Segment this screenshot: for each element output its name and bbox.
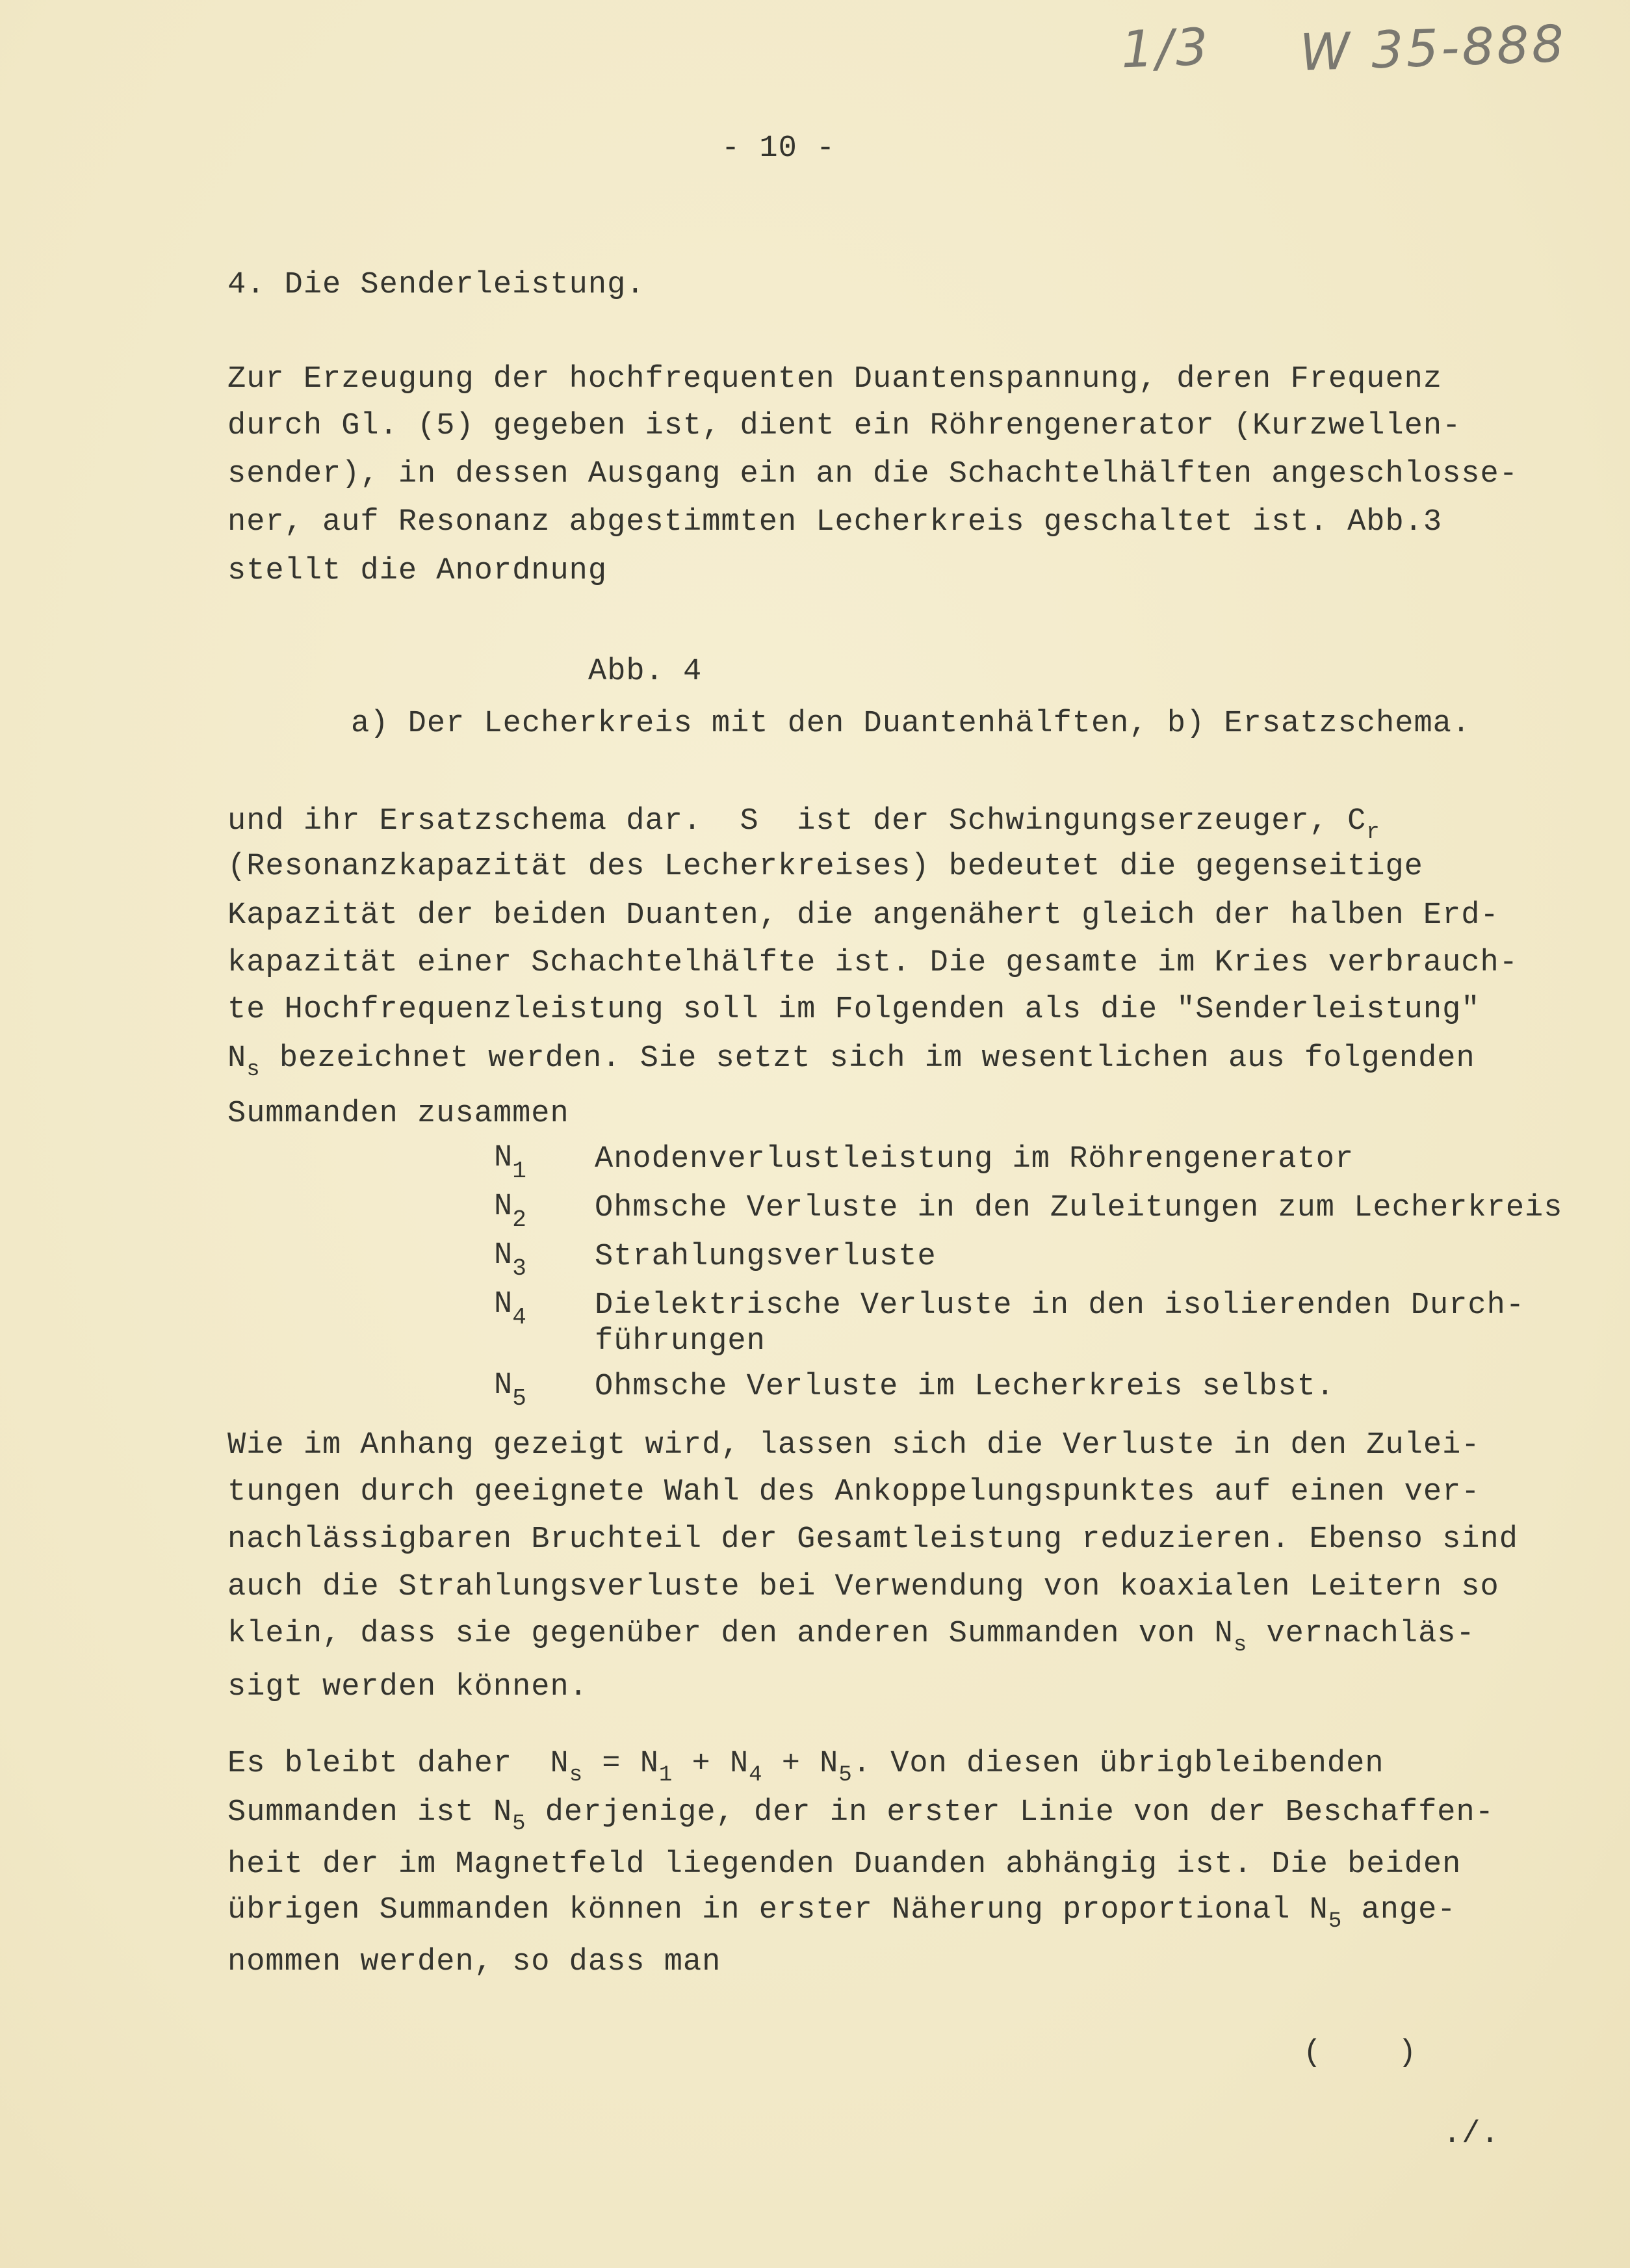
- text-line: ner, auf Resonanz abgestimmten Lecherkreis geschaltet ist. Abb.3: [227, 505, 1443, 540]
- loss-symbol: $N_2$: [494, 1190, 526, 1233]
- equation-number: ( ): [1303, 2036, 1417, 2070]
- text-line: tungen durch geeignete Wahl des Ankoppelungspunktes auf einen ver-: [227, 1475, 1481, 1509]
- text-line: klein, dass sie gegenüber den anderen Summanden von $N_s$ vernachläs-: [227, 1617, 1475, 1658]
- text-line: Summanden ist $N_5$ derjenige, der in erster Linie von der Beschaffen-: [227, 1795, 1494, 1836]
- figure-caption: a) Der Lecherkreis mit den Duantenhälften, b) Ersatzschema.: [351, 707, 1471, 741]
- text-line: durch Gl. (5) gegeben ist, dient ein Röhrengenerator (Kurzwellen-: [227, 409, 1462, 443]
- text-line: Es bleibt daher $N_s = N_1 + N_4 + N_5$. Von diesen übrigbleibenden: [227, 1747, 1384, 1788]
- loss-description: Dielektrische Verluste in den isolierenden Durch-: [595, 1288, 1525, 1323]
- text-line: Wie im Anhang gezeigt wird, lassen sich die Verluste in den Zulei-: [227, 1428, 1481, 1463]
- section-heading: 4. Die Senderleistung.: [227, 268, 645, 302]
- handwritten-archive-code: W 35-888: [1299, 14, 1568, 83]
- text-line: nachlässigbaren Bruchteil der Gesamtleistung reduzieren. Ebenso sind: [227, 1522, 1518, 1557]
- text-line: stellt die Anordnung: [227, 554, 608, 588]
- loss-symbol: $N_5$: [494, 1368, 526, 1412]
- loss-symbol: $N_3$: [494, 1238, 526, 1282]
- text-line: te Hochfrequenzleistung soll im Folgenden als die "Senderleistung": [227, 993, 1481, 1027]
- loss-description: Anodenverlustleistung im Röhrengenerator: [595, 1142, 1354, 1177]
- text-line: übrigen Summanden können in erster Näherung proportional $N_5$ ange-: [227, 1893, 1456, 1934]
- continuation-mark: ./.: [1443, 2117, 1500, 2152]
- text-line: auch die Strahlungsverluste bei Verwendung von koaxialen Leitern so: [227, 1570, 1499, 1604]
- text-line: (Resonanzkapazität des Lecherkreises) bedeutet die gegenseitige: [227, 850, 1423, 884]
- loss-description: Ohmsche Verluste in den Zuleitungen zum Lecherkreis: [595, 1191, 1563, 1225]
- text-line: Summanden zusammen: [227, 1097, 569, 1131]
- loss-description: Ohmsche Verluste im Lecherkreis selbst.: [595, 1370, 1335, 1404]
- text-line: sigt werden können.: [227, 1670, 588, 1704]
- text-line: Zur Erzeugung der hochfrequenten Duantenspannung, deren Frequenz: [227, 362, 1443, 397]
- text-line: sender), in dessen Ausgang ein an die Schachtelhälften angeschlosse-: [227, 457, 1518, 491]
- loss-description: führungen: [595, 1324, 766, 1359]
- text-line: nommen werden, so dass man: [227, 1945, 721, 1979]
- text-line: und ihr Ersatzschema dar. S ist der Schwingungserzeuger, $C_r$: [227, 804, 1380, 845]
- figure-label: Abb. 4: [588, 655, 703, 689]
- handwritten-folio-number: 1/3: [1120, 18, 1212, 80]
- text-line: Kapazität der beiden Duanten, die angenähert gleich der halben Erd-: [227, 898, 1499, 933]
- text-line: $N_s$ bezeichnet werden. Sie setzt sich im wesentlichen aus folgenden: [227, 1041, 1475, 1082]
- page-number: - 10 -: [721, 131, 836, 166]
- text-line: kapazität einer Schachtelhälfte ist. Die gesamte im Kries verbrauch-: [227, 946, 1518, 980]
- loss-symbol: $N_1$: [494, 1141, 526, 1184]
- loss-description: Strahlungsverluste: [595, 1240, 937, 1274]
- loss-symbol: $N_4$: [494, 1287, 526, 1331]
- text-line: heit der im Magnetfeld liegenden Duanden abhängig ist. Die beiden: [227, 1847, 1462, 1882]
